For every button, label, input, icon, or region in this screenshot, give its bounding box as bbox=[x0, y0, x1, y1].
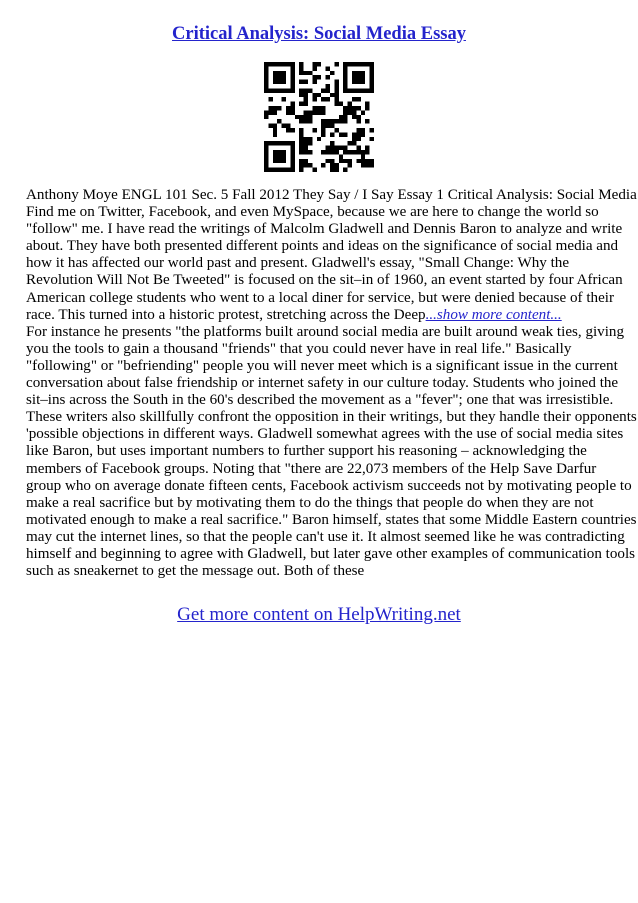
text-line: "following" or "befriending" people you will never meet which is a significant issue in the current bbox=[26, 357, 618, 374]
title-link[interactable]: Critical Analysis: Social Media Essay bbox=[172, 24, 466, 44]
text-line: Revolution Will Not Be Tweeted" is focused on the sit–in of 1960, an event started by four African bbox=[26, 272, 623, 289]
text-line: "follow" me. I have read the writings of Malcolm Gladwell and Dennis Baron to analyze and write bbox=[26, 221, 623, 238]
get-more-content-link[interactable]: Get more content on HelpWriting.net bbox=[177, 604, 461, 625]
text-line: like Baron, but uses important numbers to further support his reasoning – acknowledging the bbox=[26, 443, 587, 460]
essay-body bbox=[26, 187, 637, 580]
text-line: such as sneakernet to get the message out. Both of these bbox=[26, 563, 365, 580]
text-line: race. This turned into a historic protest, stretching across the Deep bbox=[26, 306, 426, 323]
paragraph-1 bbox=[26, 187, 637, 307]
text-line: you the tools to gain a thousand "friends" that you could never have in real life." Basically bbox=[26, 340, 572, 357]
show-more-link[interactable]: ...show more content... bbox=[425, 306, 562, 323]
text-line: himself and beginning to agree with Gladwell, but later gave other examples of communication tools bbox=[26, 545, 636, 562]
qr-code-icon bbox=[264, 62, 374, 172]
text-line: For instance he presents "the platforms built around social media are built around weak ties, giving bbox=[26, 323, 625, 340]
text-line: how it has affected our world past and present. Gladwell's essay, "Small Change: Why the bbox=[26, 255, 570, 272]
text-line: may cut the internet lines, so that the people can't use it. It almost seemed like he was contradicting bbox=[26, 528, 625, 545]
text-line: about. They have both presented different points and ideas on the significance of social media and bbox=[26, 238, 619, 255]
document-title bbox=[0, 22, 638, 46]
paragraph-1-last-line bbox=[26, 307, 626, 324]
text-line: These writers also skillfully confront the opposition in their writings, but they handle their opponents bbox=[26, 409, 637, 426]
text-line: 'possible objections in different ways. Gladwell somewhat agrees with the use of social media sites bbox=[26, 426, 624, 443]
text-line: group who on average donate fifteen cents, Facebook activism succeeds not by motivating people to bbox=[26, 477, 632, 494]
text-line: American college students who went to a local diner for service, but were denied because of their bbox=[26, 289, 615, 306]
text-line: conversation about false friendship or internet safety in our culture today. Students who joined the bbox=[26, 375, 619, 392]
footer bbox=[0, 603, 638, 627]
text-line: motivated enough to make a real sacrifice." Baron himself, states that some Middle Eastern countries bbox=[26, 511, 637, 528]
text-line: Anthony Moye ENGL 101 Sec. 5 Fall 2012 They Say / I Say Essay 1 Critical Analysis: Social Media bbox=[26, 187, 637, 203]
text-line: Find me on Twitter, Facebook, and even MySpace, because we are here to change the world so bbox=[26, 204, 599, 221]
paragraph-2 bbox=[26, 323, 637, 580]
text-line: sit–ins across the South in the 60's described the movement as a "fever"; one that was irresistible. bbox=[26, 392, 614, 409]
text-line: make a real sacrifice but by motivating them to do the things that people do when they are not bbox=[26, 494, 594, 511]
text-line: members of Facebook groups. Noting that "there are 22,073 members of the Help Save Darfur bbox=[26, 460, 597, 477]
